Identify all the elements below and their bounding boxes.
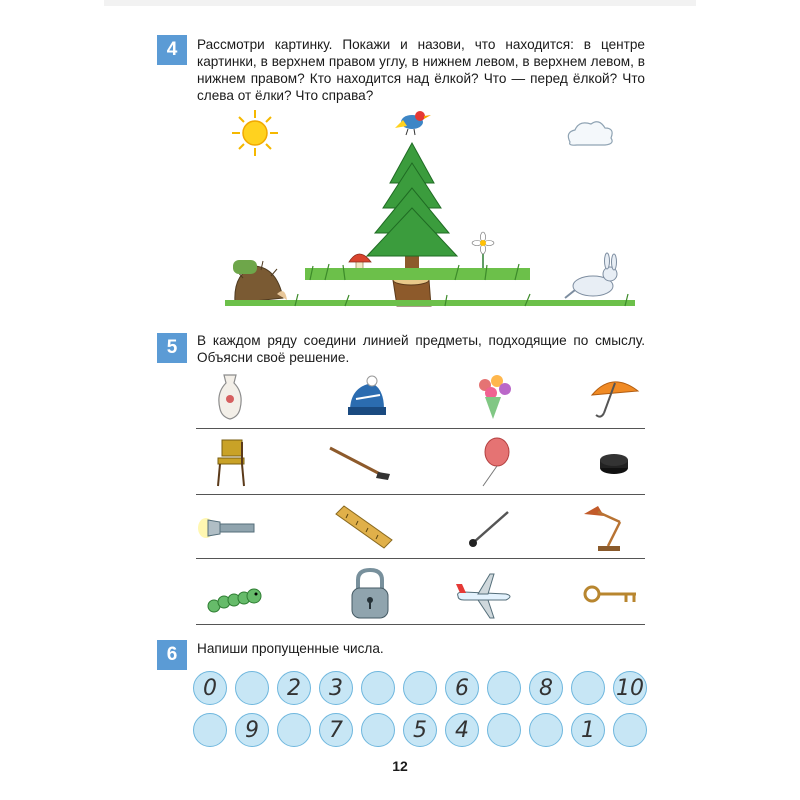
number-circle[interactable]: 10 bbox=[613, 671, 647, 705]
flashlight-icon[interactable] bbox=[196, 500, 260, 558]
number-circle[interactable] bbox=[613, 713, 647, 747]
fir-tree-icon bbox=[367, 143, 457, 274]
row-divider bbox=[196, 494, 645, 495]
hockey-stick-icon[interactable] bbox=[326, 434, 390, 492]
number-circle[interactable] bbox=[277, 713, 311, 747]
number-circle[interactable] bbox=[361, 713, 395, 747]
number-circle[interactable]: 8 bbox=[529, 671, 563, 705]
match-icon[interactable] bbox=[464, 500, 528, 558]
number-circles-row-2 bbox=[193, 713, 653, 747]
row-divider bbox=[196, 558, 645, 559]
number-circle[interactable] bbox=[529, 713, 563, 747]
number-circle[interactable]: 2 bbox=[277, 671, 311, 705]
key-icon[interactable] bbox=[580, 566, 644, 624]
number-circle[interactable]: 1 bbox=[571, 713, 605, 747]
number-circle[interactable]: 4 bbox=[445, 713, 479, 747]
umbrella-icon[interactable] bbox=[582, 369, 646, 427]
row-divider bbox=[196, 428, 645, 429]
padlock-icon[interactable] bbox=[338, 566, 402, 624]
number-circle[interactable] bbox=[571, 671, 605, 705]
ruler-icon[interactable] bbox=[332, 500, 396, 558]
number-circles-row-1 bbox=[193, 671, 653, 705]
number-circle[interactable] bbox=[487, 671, 521, 705]
number-circle[interactable] bbox=[193, 713, 227, 747]
rabbit-icon bbox=[565, 253, 617, 298]
matching-row-2 bbox=[196, 434, 645, 498]
chair-icon[interactable] bbox=[198, 434, 262, 492]
row-divider bbox=[196, 624, 645, 625]
page-top-edge bbox=[104, 0, 696, 6]
number-circle[interactable] bbox=[235, 671, 269, 705]
caterpillar-icon[interactable] bbox=[202, 566, 266, 624]
knit-hat-icon[interactable] bbox=[334, 369, 398, 427]
number-circle[interactable]: 6 bbox=[445, 671, 479, 705]
number-circle[interactable]: 9 bbox=[235, 713, 269, 747]
number-circle[interactable]: 0 bbox=[193, 671, 227, 705]
page-number: 12 bbox=[392, 758, 408, 774]
number-circle[interactable]: 5 bbox=[403, 713, 437, 747]
cloud-icon bbox=[568, 122, 612, 145]
task-6-text: Напиши пропущенные числа. bbox=[197, 641, 384, 656]
task-5-badge: 5 bbox=[157, 333, 187, 363]
task-6-badge: 6 bbox=[157, 640, 187, 670]
hedgehog-icon bbox=[233, 260, 287, 303]
airplane-icon[interactable] bbox=[452, 566, 516, 624]
task-5-text: В каждом ряду соедини линией предметы, подходящие по смыслу. Объясни своё решение. bbox=[197, 333, 645, 365]
balloon-icon[interactable] bbox=[461, 434, 525, 492]
number-circle[interactable] bbox=[487, 713, 521, 747]
desk-lamp-icon[interactable] bbox=[580, 500, 644, 558]
hockey-puck-icon[interactable] bbox=[582, 434, 646, 492]
forest-scene-illustration bbox=[225, 108, 645, 313]
sun-icon bbox=[232, 110, 278, 156]
vase-icon[interactable] bbox=[198, 369, 262, 427]
matching-row-1 bbox=[196, 369, 645, 433]
number-circle[interactable]: 3 bbox=[319, 671, 353, 705]
number-circle[interactable] bbox=[361, 671, 395, 705]
task-4-badge: 4 bbox=[157, 35, 187, 65]
matching-row-3 bbox=[196, 500, 645, 564]
task-4-text: Рассмотри картинку. Покажи и назови, что находится: в центре картинки, в верхнем правом углу, в нижнем левом, в верхнем левом, в нижнем правом? Кто находится над ёлкой? Что — перед ёлкой? Что слева от ёлки? Что справа? bbox=[197, 37, 645, 103]
number-circle[interactable] bbox=[403, 671, 437, 705]
bird-icon bbox=[395, 111, 431, 135]
flower-bouquet-icon[interactable] bbox=[461, 369, 525, 427]
matching-row-4 bbox=[196, 566, 645, 630]
number-circle[interactable]: 7 bbox=[319, 713, 353, 747]
